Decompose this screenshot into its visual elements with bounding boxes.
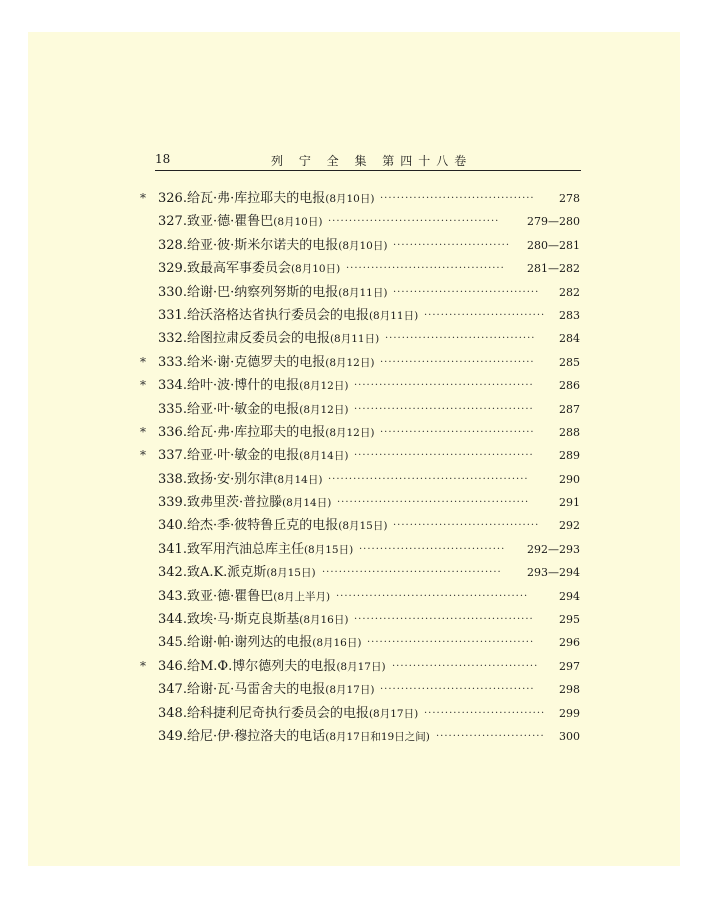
entry-text: 343.致亚·德·瞿鲁巴 — [158, 588, 274, 604]
entry-title — [158, 281, 387, 305]
entry-date: (8月17日) — [325, 684, 375, 697]
toc-entry — [140, 304, 580, 327]
entry-title — [158, 561, 316, 585]
annotation-star: * — [140, 354, 146, 369]
toc-entry — [140, 725, 580, 748]
entry-date: (8月10日) — [290, 263, 341, 276]
entry-text: 332.给图拉肃反委员会的电报 — [158, 331, 330, 347]
toc-entry — [140, 655, 580, 678]
entry-text: 349.给尼·伊·穆拉洛夫的电话 — [158, 728, 326, 744]
dot-leader: ··································· — [393, 520, 540, 532]
entry-title — [158, 725, 430, 749]
annotation-star: * — [140, 378, 146, 393]
entry-title — [158, 351, 374, 375]
entry-text: 335.给亚·叶·敏金的电报 — [158, 401, 300, 417]
toc-entry — [140, 702, 580, 725]
toc-entry — [140, 561, 580, 584]
annotation-star: * — [140, 424, 146, 439]
dot-leader: ··········································· — [354, 380, 534, 392]
entry-title — [158, 421, 374, 445]
entry-page: 280—281 — [527, 238, 580, 252]
toc-entry — [140, 234, 580, 257]
toc-entry — [140, 351, 580, 374]
dot-leader: ········································ — [367, 637, 535, 649]
entry-date: (8月10日) — [325, 193, 375, 205]
entry-text: 347.给谢·瓦·马雷舍夫的电报 — [158, 682, 326, 698]
entry-date: (8月12日) — [325, 356, 375, 369]
dot-leader: ·············································· — [336, 590, 529, 602]
dot-leader: ·············································· — [337, 497, 530, 509]
toc-entry — [140, 491, 580, 514]
toc-entry — [140, 398, 580, 421]
entry-text: 348.给科捷利尼奇执行委员会的电报 — [158, 705, 369, 721]
dot-leader: ··································· — [359, 543, 506, 555]
entry-page: 291 — [559, 496, 580, 510]
entry-date: (8月14日) — [282, 497, 332, 510]
entry-page: 285 — [559, 355, 580, 369]
entry-page: 281—282 — [527, 262, 580, 276]
entry-title — [158, 655, 386, 679]
page-header — [155, 150, 581, 171]
dot-leader: ··································· — [393, 286, 540, 298]
entry-title — [158, 444, 348, 468]
entry-title — [158, 702, 418, 726]
toc-entry — [140, 538, 580, 561]
toc-entry — [140, 210, 580, 233]
entry-page: 289 — [559, 449, 580, 463]
entry-page: 283 — [559, 308, 580, 322]
entry-title — [158, 678, 374, 702]
toc-entry — [140, 421, 580, 444]
annotation-star: * — [140, 448, 146, 463]
entry-text: 341.致军用汽油总库主任 — [158, 541, 304, 557]
entry-title — [158, 514, 387, 538]
entry-date: (8月17日) — [368, 707, 419, 720]
entry-title — [158, 304, 418, 328]
dot-leader: ····································· — [380, 426, 535, 438]
entry-title — [158, 374, 348, 398]
toc-entry — [140, 327, 580, 350]
entry-date: (8月17日和19日之间) — [325, 730, 430, 743]
entry-page: 293—294 — [527, 566, 580, 580]
entry-page: 278 — [559, 192, 580, 205]
toc-entry — [140, 468, 580, 491]
entry-text: 339.致弗里茨·普拉滕 — [158, 495, 283, 511]
entry-title — [158, 210, 322, 234]
toc-entry — [140, 631, 580, 654]
entry-title — [158, 257, 340, 281]
entry-date: (8月15日) — [303, 543, 354, 556]
toc-entry — [140, 608, 580, 631]
annotation-star: * — [140, 658, 146, 673]
entry-text: 336.给瓦·弗·库拉耶夫的电报 — [158, 424, 326, 440]
dot-leader: ··································· — [392, 660, 539, 672]
entry-title — [158, 538, 353, 562]
entry-text: 344.致埃·马·斯克良斯基 — [158, 612, 300, 628]
entry-title — [158, 234, 387, 258]
entry-text: 337.给亚·叶·敏金的电报 — [158, 448, 300, 464]
entry-text: 333.给米·谢·克德罗夫的电报 — [158, 354, 326, 370]
entry-title — [158, 491, 331, 515]
entry-date: (8月16日) — [299, 614, 349, 627]
entry-page: 279—280 — [527, 215, 580, 229]
entry-text: 331.给沃洛格达省执行委员会的电报 — [158, 307, 369, 323]
dot-leader: ········································· — [328, 216, 500, 228]
dot-leader: ····························· — [424, 309, 546, 321]
entry-title — [158, 327, 379, 351]
table-of-contents — [140, 187, 580, 748]
annotation-star: * — [140, 191, 146, 205]
entry-page: 282 — [559, 285, 580, 299]
entry-page: 297 — [559, 659, 580, 673]
entry-title — [158, 468, 322, 492]
dot-leader: ····························· — [424, 707, 546, 719]
entry-page: 296 — [559, 636, 580, 650]
page-number: 18 — [155, 152, 171, 166]
toc-entry — [140, 374, 580, 397]
entry-page: 292—293 — [527, 542, 580, 556]
dot-leader: ··········································· — [322, 567, 502, 579]
toc-entry — [140, 585, 580, 608]
toc-entry — [140, 257, 580, 280]
entry-text: 326.给瓦·弗·库拉耶夫的电报 — [158, 191, 326, 206]
entry-text: 329.致最高军事委员会 — [158, 261, 291, 277]
entry-date: (8月14日) — [299, 450, 349, 463]
entry-text: 338.致扬·安·别尔津 — [158, 471, 274, 487]
entry-date: (8月12日) — [325, 426, 375, 439]
dot-leader: ····································· — [380, 684, 535, 696]
entry-text: 334.给叶·波·博什的电报 — [158, 378, 300, 394]
toc-entry — [140, 187, 580, 210]
toc-entry — [140, 281, 580, 304]
entry-date: (8月11日) — [368, 309, 419, 322]
dot-leader: ······································ — [346, 263, 505, 275]
entry-date: (8月上半月) — [273, 590, 331, 603]
entry-text: 330.给谢·巴·纳察列努斯的电报 — [158, 284, 339, 300]
entry-date: (8月15日) — [338, 520, 388, 533]
entry-page: 284 — [559, 332, 580, 346]
entry-date: (8月12日) — [299, 380, 349, 393]
toc-entry — [140, 678, 580, 701]
toc-entry — [140, 444, 580, 467]
entry-text: 342.致A.K.派克斯 — [158, 565, 267, 581]
dot-leader: ····································· — [380, 193, 535, 204]
entry-text: 327.致亚·德·瞿鲁巴 — [158, 214, 274, 230]
entry-text: 340.给杰·季·彼特鲁丘克的电报 — [158, 518, 339, 534]
entry-date: (8月15日) — [266, 567, 316, 580]
entry-page: 294 — [559, 589, 580, 603]
dot-leader: ··········································· — [354, 614, 534, 626]
entry-title — [158, 631, 361, 655]
entry-page: 299 — [559, 706, 580, 720]
entry-page: 298 — [559, 683, 580, 697]
entry-title — [158, 585, 330, 609]
entry-page: 290 — [559, 472, 580, 486]
running-title: 列 宁 全 集 第四十八卷 — [271, 154, 473, 168]
entry-page: 288 — [559, 425, 580, 439]
dot-leader: ·························· — [436, 730, 545, 742]
dot-leader: ····································· — [380, 356, 535, 368]
entry-title — [158, 187, 374, 211]
entry-date: (8月17日) — [336, 660, 386, 673]
dot-leader: ················································ — [328, 473, 529, 485]
entry-title — [158, 398, 348, 422]
entry-date: (8月14日) — [273, 473, 323, 486]
entry-title — [158, 608, 348, 632]
entry-page: 287 — [559, 402, 580, 416]
entry-date: (8月11日) — [338, 286, 388, 299]
dot-leader: ···································· — [385, 333, 536, 345]
entry-date: (8月11日) — [329, 333, 380, 346]
entry-page: 295 — [559, 613, 580, 627]
entry-date: (8月16日) — [312, 637, 362, 650]
entry-text: 345.给谢·帕·谢列达的电报 — [158, 635, 313, 651]
dot-leader: ···························· — [393, 239, 511, 251]
entry-text: 346.给M.Ф.博尔德列夫的电报 — [158, 658, 337, 674]
toc-entry — [140, 514, 580, 537]
entry-page: 292 — [559, 519, 580, 533]
entry-page: 286 — [559, 379, 580, 393]
dot-leader: ··········································· — [354, 450, 534, 462]
entry-date: (8月12日) — [299, 403, 349, 416]
entry-date: (8月10日) — [273, 216, 323, 229]
entry-date: (8月10日) — [338, 239, 388, 252]
entry-page: 300 — [559, 729, 580, 743]
dot-leader: ··········································· — [354, 403, 534, 415]
entry-text: 328.给亚·彼·斯米尔诺夫的电报 — [158, 237, 339, 253]
